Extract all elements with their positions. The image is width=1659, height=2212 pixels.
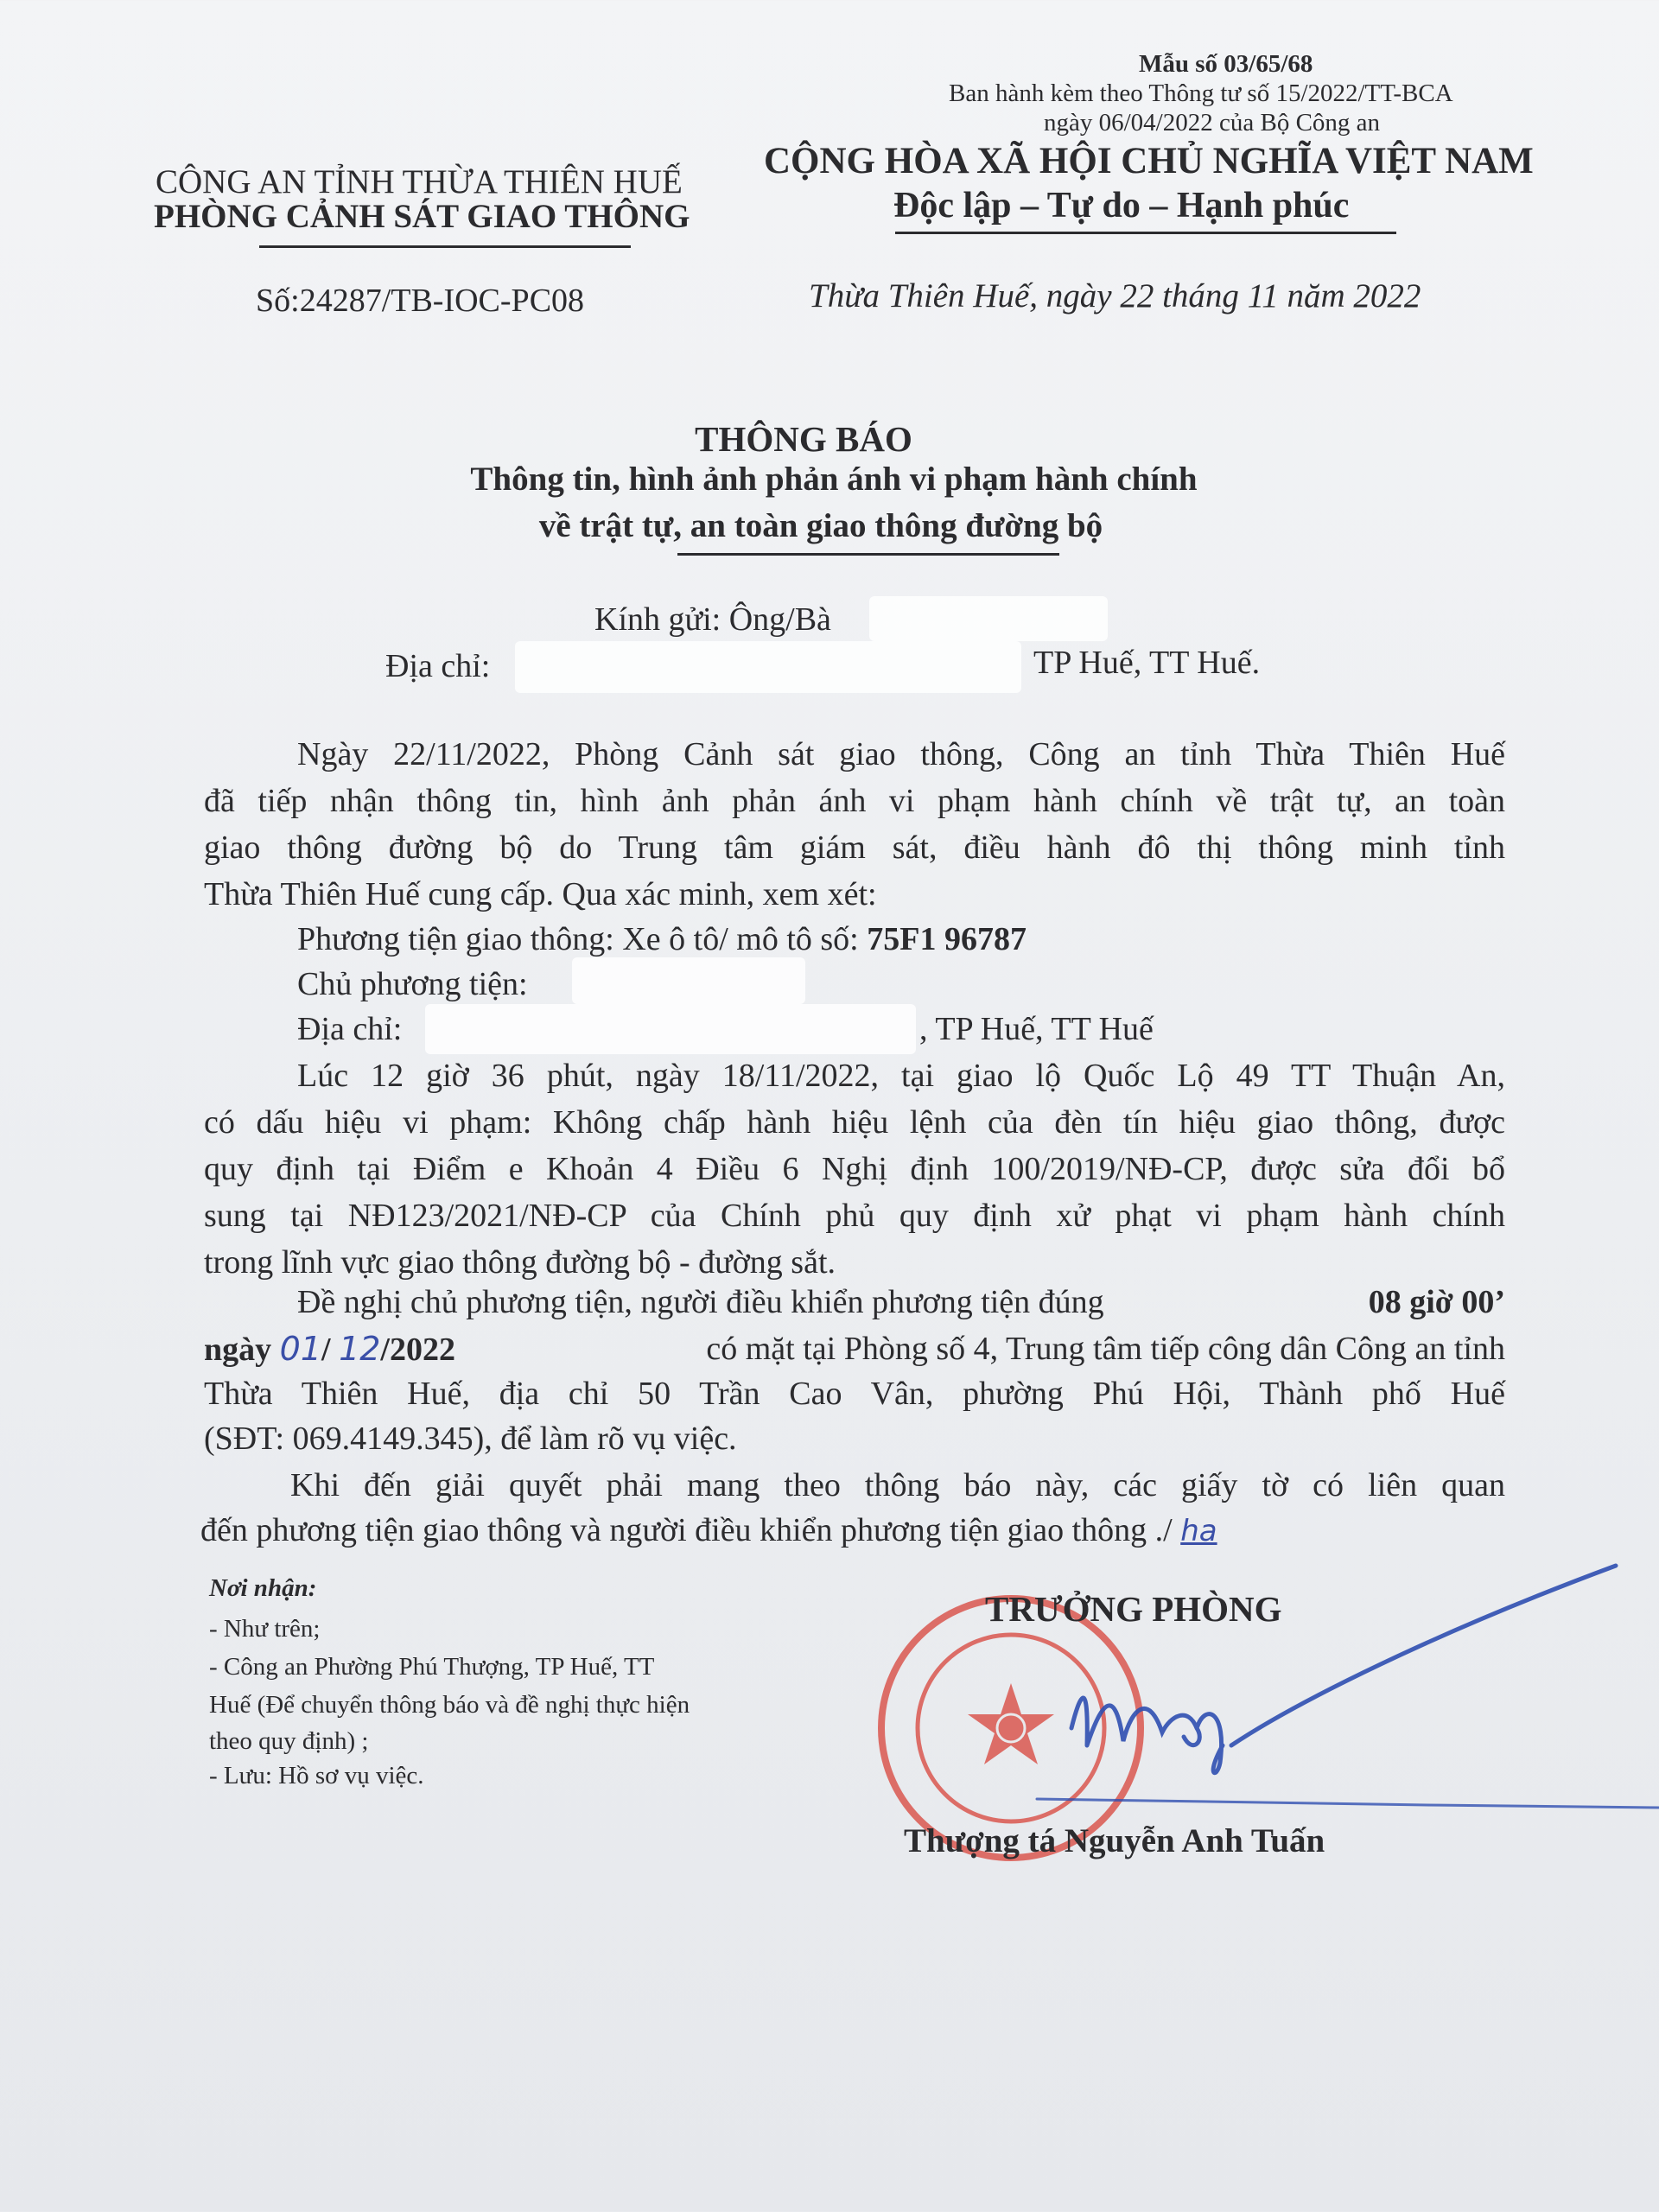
agency-name: CÔNG AN TỈNH THỪA THIÊN HUẾ xyxy=(156,163,683,200)
title-underline xyxy=(677,553,1059,556)
country-name: CỘNG HÒA XÃ HỘI CHỦ NGHĨA VIỆT NAM xyxy=(764,141,1534,181)
para2-line1: Lúc 12 giờ 36 phút, ngày 18/11/2022, tại giao lộ Quốc Lộ 49 TT Thuận An, xyxy=(297,1058,1505,1094)
vehicle-plate: 75F1 96787 xyxy=(867,921,1027,957)
recipient-2-line2: Huế (Để chuyển thông báo và đề nghị thực hiện xyxy=(209,1691,690,1719)
department-name: PHÒNG CẢNH SÁT GIAO THÔNG xyxy=(154,198,690,235)
document-subtitle-1: Thông tin, hình ảnh phản ánh vi phạm hành chính xyxy=(470,461,1198,498)
document-number: Số:24287/TB-IOC-PC08 xyxy=(256,283,585,319)
address-label: Địa chỉ: xyxy=(385,648,491,684)
owner-label: Chủ phương tiện: xyxy=(297,966,528,1002)
issuance-line-2: ngày 06/04/2022 của Bộ Công an xyxy=(1044,109,1381,137)
redacted-owner xyxy=(572,957,805,1004)
para2-line5: trong lĩnh vực giao thông đường bộ - đường sắt. xyxy=(204,1244,836,1281)
handwritten-month: 12 xyxy=(339,1330,381,1368)
para2-line3: quy định tại Điểm e Khoản 4 Điều 6 Nghị định 100/2019/NĐ-CP, được sửa đổi bổ xyxy=(204,1151,1505,1187)
para4-line2-text: đến phương tiện giao thông và người điều khiển phương tiện giao thông ./ xyxy=(200,1512,1173,1548)
handwritten-signature xyxy=(1020,1555,1659,1832)
signatory-name: Thượng tá Nguyễn Anh Tuấn xyxy=(904,1822,1325,1859)
para3-line1 xyxy=(297,1279,1505,1325)
document-title: THÔNG BÁO xyxy=(695,419,912,459)
greeting: Kính gửi: Ông/Bà xyxy=(594,601,831,638)
vehicle-label: Phương tiện giao thông: Xe ô tô/ mô tô số: xyxy=(297,921,859,957)
handwritten-initials: ha xyxy=(1180,1514,1217,1548)
para1-line2: đã tiếp nhận thông tin, hình ảnh phản ánh vi phạm hành chính về trật tự, an toàn xyxy=(204,783,1505,819)
agency-underline xyxy=(259,245,631,248)
address-city: TP Huế, TT Huế. xyxy=(1033,645,1261,681)
para1-line1: Ngày 22/11/2022, Phòng Cảnh sát giao thông, Công an tỉnh Thừa Thiên Huế xyxy=(297,736,1505,772)
date-year: /2022 xyxy=(380,1332,455,1368)
vehicle-line xyxy=(297,916,1027,963)
document-subtitle-2: về trật tự, an toàn giao thông đường bộ xyxy=(538,507,1103,544)
redacted-address xyxy=(515,641,1021,693)
para4-line2 xyxy=(200,1507,1217,1554)
redacted-owner-address xyxy=(425,1004,916,1054)
para3-line3: Thừa Thiên Huế, địa chỉ 50 Trần Cao Vân, phường Phú Hội, Thành phố Huế xyxy=(204,1376,1505,1412)
recipients-heading: Nơi nhận: xyxy=(209,1574,317,1602)
redacted-name xyxy=(869,596,1108,641)
owner-address-label: Địa chỉ: xyxy=(297,1011,403,1047)
date-label: ngày xyxy=(204,1332,272,1368)
para3-line1-text: Đề nghị chủ phương tiện, người điều khiển phương tiện đúng xyxy=(297,1284,1104,1320)
recipient-3: - Lưu: Hồ sơ vụ việc. xyxy=(209,1762,424,1789)
recipient-2-line1: - Công an Phường Phú Thượng, TP Huế, TT xyxy=(209,1653,655,1681)
recipient-1: - Như trên; xyxy=(209,1615,321,1643)
motto-underline xyxy=(895,232,1396,234)
para3-line4: (SĐT: 069.4149.345), để làm rõ vụ việc. xyxy=(204,1421,737,1457)
para2-line4: sung tại NĐ123/2021/NĐ-CP của Chính phủ quy định xử phạt vi phạm hành chính xyxy=(204,1198,1505,1234)
recipient-2-line3: theo quy định) ; xyxy=(209,1727,369,1755)
para4-line1: Khi đến giải quyết phải mang theo thông báo này, các giấy tờ có liên quan xyxy=(290,1467,1505,1503)
para3-line2 xyxy=(204,1325,1505,1373)
para1-line4: Thừa Thiên Huế cung cấp. Qua xác minh, xem xét: xyxy=(204,876,877,912)
place-and-date: Thừa Thiên Huế, ngày 22 tháng 11 năm 2022 xyxy=(809,277,1421,315)
signatory-title: TRƯỞNG PHÒNG xyxy=(985,1589,1282,1629)
issuance-line-1: Ban hành kèm theo Thông tư số 15/2022/TT-BCA xyxy=(949,79,1453,107)
handwritten-day: 01 xyxy=(279,1330,321,1368)
owner-address-city: , TP Huế, TT Huế xyxy=(919,1011,1154,1047)
date-separator: / xyxy=(321,1332,331,1368)
form-number: Mẫu số 03/65/68 xyxy=(1139,50,1313,78)
appointment-date xyxy=(204,1325,455,1373)
appointment-time: 08 giờ 00’ xyxy=(1368,1284,1505,1320)
national-motto: Độc lập – Tự do – Hạnh phúc xyxy=(893,186,1350,226)
para1-line3: giao thông đường bộ do Trung tâm giám sát, điều hành đô thị thông minh tỉnh xyxy=(204,830,1505,866)
para3-line2-text: có mặt tại Phòng số 4, Trung tâm tiếp công dân Công an tỉnh xyxy=(706,1331,1505,1367)
para2-line2: có dấu hiệu vi phạm: Không chấp hành hiệu lệnh của đèn tín hiệu giao thông, được xyxy=(204,1104,1505,1141)
